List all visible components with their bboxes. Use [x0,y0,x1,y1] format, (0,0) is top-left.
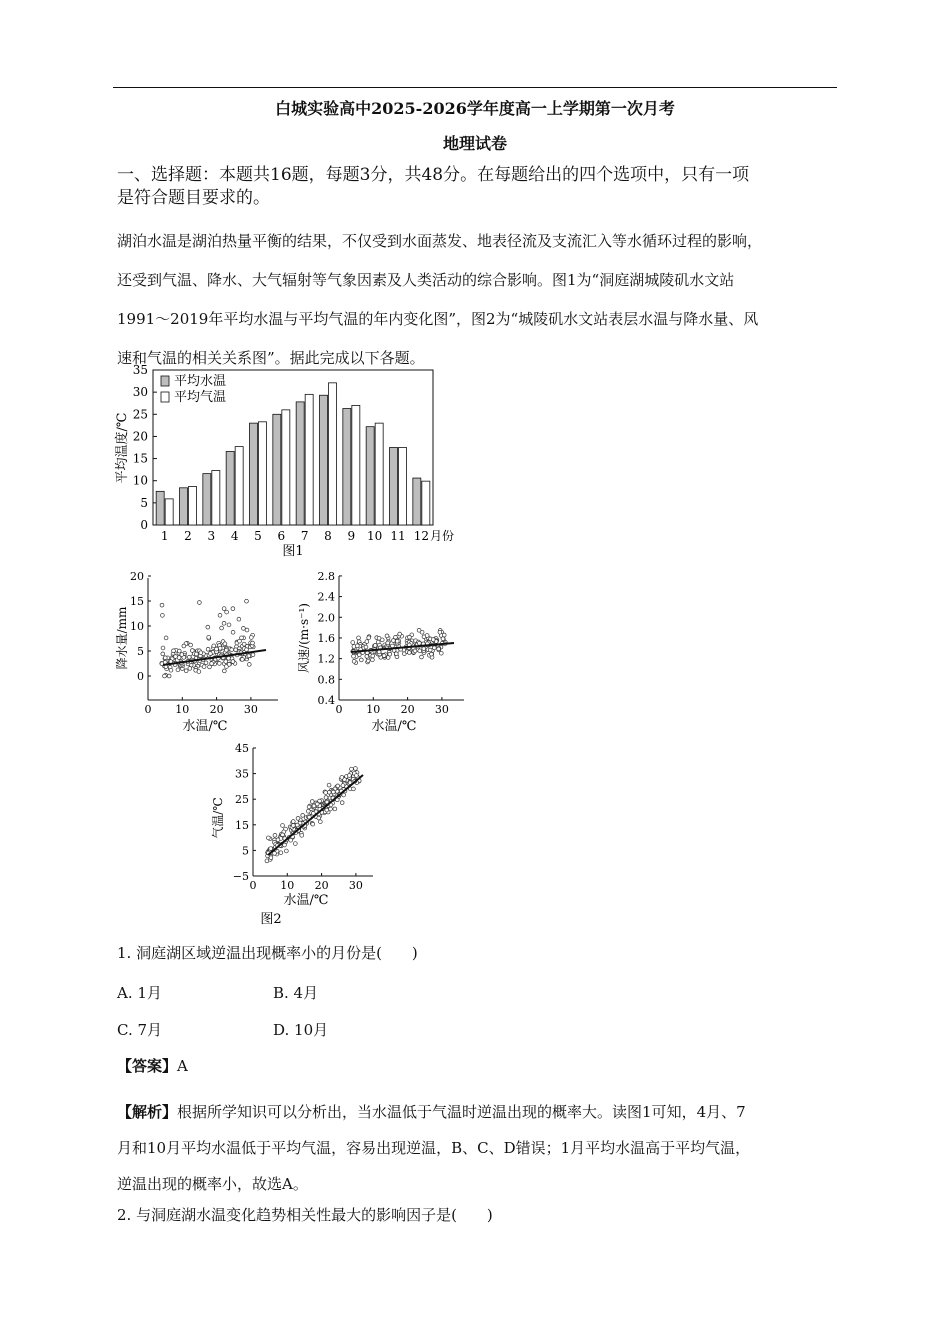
scatter-point [420,655,424,659]
bar-air-temp [235,447,243,525]
fig1-ytick-label: 0 [140,518,148,532]
scatter-point [430,652,434,656]
scatter-point [296,816,300,820]
answer-value: A [177,1057,188,1075]
scatter-point [306,809,310,813]
fig1-ytick-label: 15 [132,451,148,466]
analysis-label: 【解析】 [117,1103,178,1121]
scatter-point [442,633,446,637]
q1-option-c: C. 7月 [117,1021,163,1039]
scatter-point [189,643,193,647]
analysis-line-3: 逆温出现的概率小，故选A。 [117,1175,308,1193]
scatter-point [327,790,331,794]
fig1-ytick-label: 20 [132,429,148,444]
scatter-point [377,636,381,640]
bar-water-temp [180,488,188,525]
bar-air-temp [352,405,360,525]
q1-stem: 1. 洞庭湖区域逆温出现概率小的月份是( ) [117,944,418,962]
fig1-caption: 图1 [282,544,304,559]
fig1-xtick-label: 8 [324,529,332,543]
scatter-point [276,838,280,842]
analysis-line-2: 月和10月平均水温低于平均气温，容易出现逆温，B、C、D错误；1月平均水温高于平均气温， [117,1139,751,1157]
q1-option-d: D. 10月 [273,1021,329,1039]
wind-ylabel: 风速/(m·s⁻¹) [297,603,311,673]
fig2-air-scatter [208,740,383,930]
scatter-point [237,617,241,621]
scatter-point [386,641,390,645]
scatter-point [231,607,235,611]
scatter-point [283,843,287,847]
scatter-point [212,644,216,648]
fig1-ylabel: 平均温度/℃ [115,412,130,484]
bar-air-temp [165,499,173,525]
air-xlabel: 水温/℃ [283,893,329,908]
scatter-point [218,613,222,617]
bar-water-temp [390,448,398,526]
scatter-point [340,801,344,805]
xtick-label: 30 [434,703,449,716]
bar-air-temp [375,423,383,525]
fig1-xtick-label: 3 [207,529,216,543]
scatter-point [441,637,445,641]
scatter-point [160,603,164,607]
legend-water-label: 平均水温 [174,374,227,389]
scatter-point [199,651,203,655]
scatter-point [317,816,321,820]
scatter-point [245,648,249,652]
fig1-xtick-label: 10 [367,529,383,543]
ytick-label: 1.2 [317,652,335,666]
scatter-point [169,668,173,672]
scatter-point [238,639,242,643]
ytick-label: 2.4 [317,590,335,604]
scatter-point [197,601,201,605]
scatter-point [225,610,229,614]
fig1-xtick-label: 1 [160,529,169,543]
scatter-point [161,652,165,656]
scatter-point [422,647,426,651]
scatter-point [392,639,396,643]
scatter-point [385,634,389,638]
scatter-point [324,791,328,795]
scatter-point [439,651,443,655]
fig2-precip-scatter [110,568,280,738]
legend-swatch-water [161,376,169,386]
scatter-point [224,648,228,652]
xtick-label: 0 [249,879,257,892]
ytick-label: 5 [242,844,249,858]
xtick-label: 0 [335,703,343,716]
scatter-point [348,774,352,778]
xtick-label: 20 [400,703,415,716]
scatter-point [357,653,361,657]
xtick-label: 0 [144,703,152,716]
fig1-xtick-label: 11 [390,529,406,543]
scatter-point [359,658,363,662]
scatter-point [371,654,375,658]
scatter-point [388,652,392,656]
scatter-point [431,638,435,642]
scatter-point [352,654,356,658]
xtick-label: 30 [348,879,363,892]
scatter-point [188,667,192,671]
scatter-point [408,635,412,639]
scatter-point [208,652,212,656]
bar-water-temp [320,395,328,525]
bar-air-temp [305,394,313,525]
scatter-point [266,836,270,840]
intro-line: 湖泊水温是湖泊热量平衡的结果，不仅受到水面蒸发、地表径流及支流汇入等水循环过程的影响， [117,232,763,250]
q1-answer [117,1056,842,1076]
scatter-point [295,823,299,827]
scatter-point [161,646,165,650]
ytick-label: 10 [130,620,144,633]
ytick-label: 2.8 [317,569,335,583]
bar-water-temp [413,478,421,525]
scatter-point [382,654,386,658]
scatter-point [325,808,329,812]
scatter-point [222,621,226,625]
scatter-point [425,634,429,638]
scatter-point [371,658,375,662]
legend-swatch-air [161,392,169,402]
scatter-point [327,783,331,787]
scatter-point [251,641,255,645]
scatter-point [365,654,369,658]
ytick-label: −5 [232,870,249,883]
scatter-point [333,807,337,811]
scatter-point [354,767,358,771]
fig1-x-unit: 月份 [430,529,455,543]
scatter-point [352,645,356,649]
scatter-point [249,636,253,640]
scatter-point [350,767,354,771]
ytick-label: 0 [137,670,144,683]
bar-air-temp [399,448,407,526]
scatter-point [210,662,214,666]
scatter-point [218,646,222,650]
scatter-point [206,647,210,651]
fig1-xtick-label: 2 [184,529,192,543]
scatter-point [220,626,224,630]
fig1-ytick-label: 5 [140,495,148,510]
ytick-label: 2.0 [317,611,335,625]
xtick-label: 30 [243,703,258,716]
scatter-point [341,784,345,788]
scatter-point [318,820,322,824]
intro-line: 还受到气温、降水、大气辐射等气象因素及人类活动的综合影响。图1为“洞庭湖城陵矶水文站 [117,271,735,289]
scatter-point [187,655,191,659]
fig2-wind-scatter [294,568,469,738]
scatter-point [311,822,315,826]
scatter-point [301,813,305,817]
ytick-label: 0.8 [317,673,335,687]
bar-water-temp [156,491,164,525]
bar-water-temp [226,451,234,525]
bar-water-temp [366,427,374,525]
exam-title: 白城实验高中2025-2026学年度高一上学期第一次月考 [275,99,675,118]
scatter-point [206,625,210,629]
scatter-point [315,802,319,806]
bar-water-temp [296,402,304,525]
scatter-point [418,649,422,653]
scatter-point [273,833,277,837]
precip-xlabel: 水温/℃ [182,719,228,734]
bar-air-temp [329,383,337,525]
xtick-label: 10 [175,703,190,716]
scatter-point [245,628,249,632]
header-rule [113,87,837,88]
ytick-label: 35 [235,767,249,781]
scatter-point [227,623,231,627]
scatter-point [197,670,201,674]
q2-stem: 2. 与洞庭湖水温变化趋势相关性最大的影响因子是( ) [117,1206,493,1224]
scatter-point [281,833,285,837]
scatter-point [428,648,432,652]
scatter-point [417,641,421,645]
scatter-point [224,660,228,664]
scatter-point [231,630,235,634]
intro-line: 1991～2019年平均水温与平均气温的年内变化图”，图2为“城陵矶水文站表层水温与降水量、风 [117,310,759,328]
scatter-point [293,842,297,846]
scatter-point [291,820,295,824]
scatter-point [365,640,369,644]
fig1-xtick-label: 12 [413,529,429,543]
scatter-point [177,649,181,653]
scatter-point [245,599,249,603]
ytick-label: 15 [235,818,249,832]
scatter-point [240,658,244,662]
ytick-label: 5 [137,645,144,658]
scatter-point [202,665,206,669]
section-line-2: 是符合题目要求的。 [117,188,270,208]
scatter-point [437,647,441,651]
air-ylabel: 气温/℃ [211,797,225,839]
scatter-point [398,632,402,636]
scatter-point [247,654,251,658]
scatter-point [269,847,273,851]
scatter-point [417,628,421,632]
scatter-point [291,824,295,828]
scatter-point [160,613,164,617]
scatter-point [222,607,226,611]
scatter-point [289,838,293,842]
scatter-point [310,800,314,804]
scatter-point [284,849,288,853]
scatter-point [281,824,285,828]
intro-line: 速和气温的相关关系图”。据此完成以下各题。 [117,349,425,367]
scatter-point [222,669,226,673]
bar-air-temp [212,471,220,525]
fig1-xtick-label: 4 [230,529,239,543]
bar-air-temp [282,410,290,525]
scatter-point [395,639,399,643]
scatter-point [373,643,377,647]
precip-ylabel: 降水量/mm [115,606,129,670]
fig1-xtick-label: 7 [300,529,309,543]
scatter-point [300,833,304,837]
scatter-point [163,674,167,678]
figure-1-chart [108,360,468,560]
scatter-point [336,784,340,788]
wind-xlabel: 水温/℃ [371,719,417,734]
scatter-point [432,646,436,650]
fig1-xtick-label: 9 [347,529,356,543]
scatter-point [190,649,194,653]
scatter-point [230,648,234,652]
xtick-label: 20 [314,879,329,892]
scatter-point [231,660,235,664]
xtick-label: 20 [209,703,224,716]
scatter-point [351,641,355,645]
scatter-point [242,642,246,646]
scatter-point [227,662,231,666]
bar-air-temp [189,486,197,525]
scatter-point [352,787,356,791]
scatter-point [247,663,251,667]
scatter-point [164,636,168,640]
xtick-label: 10 [280,879,295,892]
ytick-label: 15 [130,595,144,608]
fig2-caption: 图2 [260,912,282,927]
fig1-xtick-label: 6 [277,529,286,543]
air-trend-line [268,775,363,855]
answer-label: 【答案】 [117,1057,178,1075]
scatter-point [184,669,188,673]
scatter-point [204,661,208,665]
fig1-xtick-label: 5 [254,529,262,543]
section-line-1: 一、选择题：本题共16题，每题3分，共48分。在每题给出的四个选项中，只有一项 [117,165,750,185]
fig1-ytick-label: 10 [132,473,148,488]
bar-water-temp [273,414,281,525]
bar-air-temp [259,422,267,525]
ytick-label: 1.6 [317,631,335,645]
scatter-point [407,651,411,655]
q1-option-a: A. 1月 [117,984,162,1002]
scatter-point [352,659,356,663]
scatter-point [207,635,211,639]
scatter-point [273,851,277,855]
scatter-point [438,630,442,634]
fig1-ytick-label: 25 [132,407,148,422]
fig1-ytick-label: 35 [132,363,148,377]
scatter-point [223,642,227,646]
scatter-point [172,649,176,653]
scatter-point [357,636,361,640]
scatter-point [367,636,371,640]
intro-paragraph [117,222,842,378]
scatter-point [331,790,335,794]
ytick-label: 45 [235,742,249,755]
ytick-label: 20 [130,570,144,583]
ytick-label: 25 [235,793,249,807]
bar-water-temp [250,423,258,525]
scatter-point [269,856,273,860]
exam-subtitle: 地理试卷 [442,134,507,153]
scatter-point [340,775,344,779]
ytick-label: 0.4 [317,694,335,707]
scatter-point [217,662,221,666]
bar-water-temp [203,474,211,525]
scatter-point [413,649,417,653]
legend-air-label: 平均气温 [174,390,227,405]
q1-option-b: B. 4月 [273,984,319,1002]
fig1-ytick-label: 30 [132,385,148,400]
bar-water-temp [343,409,351,525]
scatter-point [215,647,219,651]
scatter-point [182,644,186,648]
scatter-point [176,668,180,672]
scatter-point [194,652,198,656]
scatter-point [394,652,398,656]
bar-air-temp [422,481,430,525]
scatter-point [354,774,358,778]
section-heading [117,164,842,210]
analysis-line-1: 根据所学知识可以分析出，当水温低于气温时逆温出现的概率大。读图1可知，4月、7 [177,1103,746,1121]
scatter-point [279,851,283,855]
q1-analysis [117,1094,842,1202]
scatter-point [180,653,184,657]
scatter-point [251,653,255,657]
scatter-point [364,645,368,649]
xtick-label: 10 [366,703,381,716]
scatter-point [242,626,246,630]
